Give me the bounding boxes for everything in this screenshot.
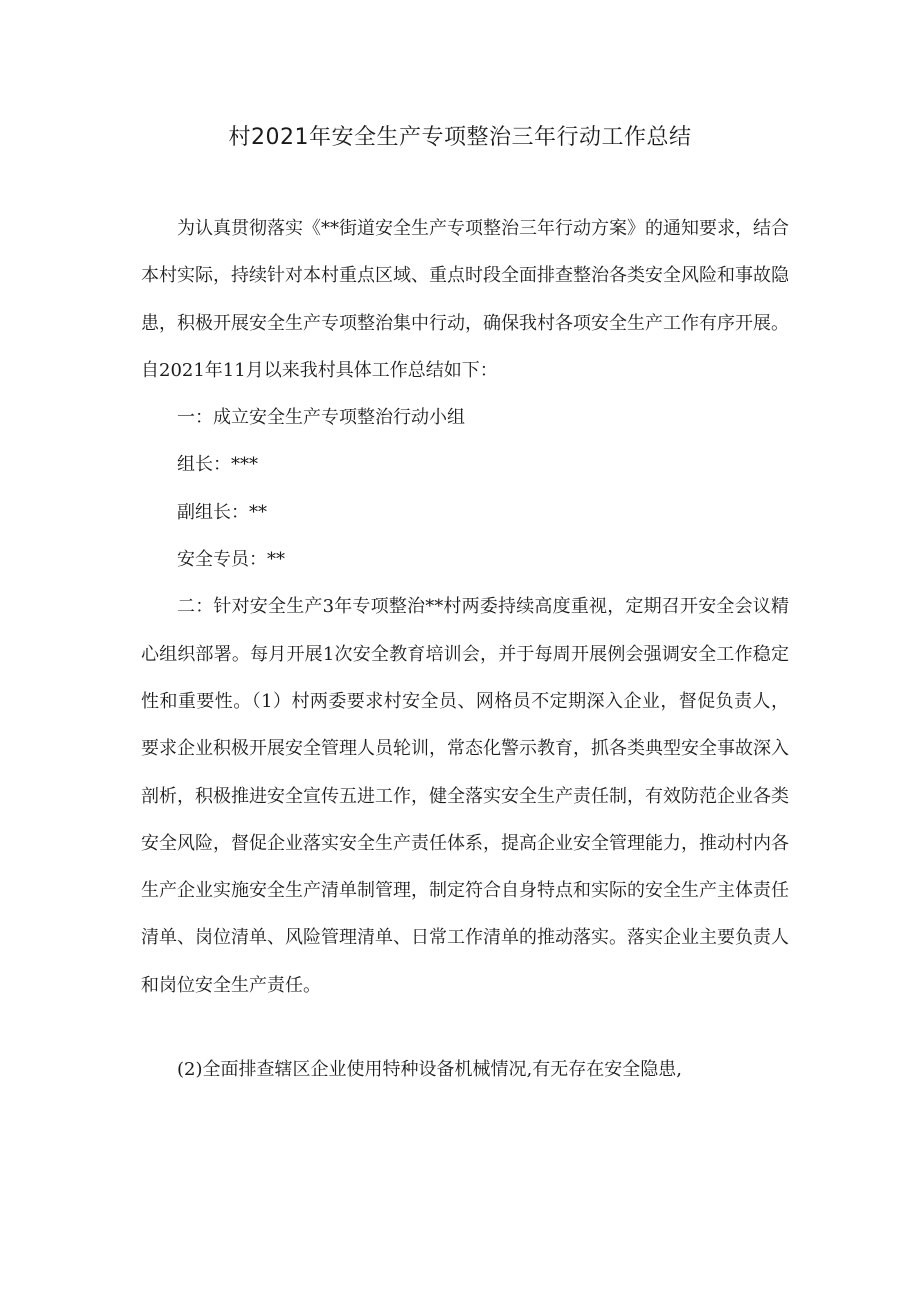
document-title: 村2021年安全生产专项整治三年行动工作总结 — [228, 125, 692, 150]
paragraph-deputy-leader: 副组长：** — [177, 501, 267, 523]
paragraph-team-leader: 组长：*** — [177, 454, 258, 476]
paragraph-item-two: (2)全面排查辖区企业使用特种设备机械情况,有无存在安全隐患, — [177, 1059, 682, 1081]
paragraph-section-one-heading: 一：成立安全生产专项整治行动小组 — [177, 407, 465, 429]
paragraph-safety-officer: 安全专员：** — [177, 549, 285, 571]
document-body — [141, 205, 789, 1093]
paragraph-section-two: 二：针对安全生产3年专项整治**村两委持续高度重视，定期召开安全会议精心组织部署。每月开展1次安全教育培训会，并于每周开展例会强调安全工作稳定性和重要性。（1）村两委要求村安全员、网格员不定期深入企业，督促负责人，要求企业积极开展安全管理人员轮训，常态化警示教育，抓各类典型安全事故深入剖析，积极推进安全宣传五进工作，健全落实安全生产责任制，有效防范企业各类安全风险，督促企业落实安全生产责任体系，提高企业安全管理能力，推动村内各生产企业实施安全生产清单制管理，制定符合自身特点和实际的安全生产主体责任清单、岗位清单、风险管理清单、日常工作清单的推动落实。落实企业主要负责人和岗位安全生产责任。 — [141, 596, 789, 996]
paragraph-intro: 为认真贯彻落实《**街道安全生产专项整治三年行动方案》的通知要求，结合本村实际，持续针对本村重点区域、重点时段全面排查整治各类安全风险和事故隐患，积极开展安全生产专项整治集中行动，确保我村各项安全生产工作有序开展。自2021年11月以来我村具体工作总结如下： — [141, 218, 789, 381]
